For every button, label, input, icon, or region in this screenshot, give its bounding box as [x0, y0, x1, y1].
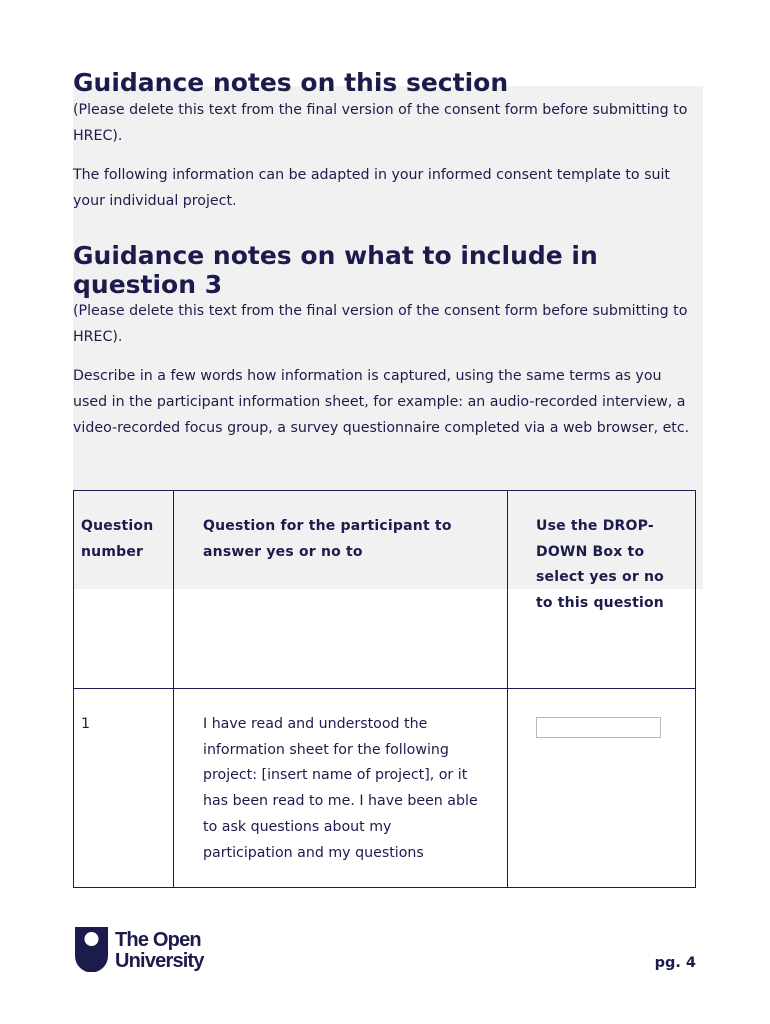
section1-body: The following information can be adapted in your informed consent template to suit your individual project. [73, 167, 670, 210]
section2-body: Describe in a few words how information is captured, using the same terms as you used in the participant information sheet, for example: an audio-recorded interview, a video-recorded focus group, a survey questionnaire completed via a web browser, etc. [73, 368, 690, 436]
section1-heading: Guidance notes on this section [73, 68, 509, 97]
open-university-logo [73, 926, 223, 972]
header-question: Question for the participant to answer yes or no to [203, 518, 452, 560]
yes-no-dropdown[interactable] [536, 717, 661, 738]
row-1-number: 1 [81, 716, 91, 732]
consent-table [73, 490, 696, 888]
section2-heading: Guidance notes on what to include in question 3 [73, 240, 598, 299]
column-divider [173, 491, 174, 887]
column-divider [507, 491, 508, 887]
logo-line1: The Open [115, 929, 201, 951]
header-question-number: Question number [81, 518, 154, 560]
header-dropdown: Use the DROP-DOWN Box to select yes or no to this question [536, 518, 664, 612]
logo-line2: University [115, 950, 204, 972]
guidance-content [73, 68, 698, 441]
row-divider [74, 688, 695, 689]
row-1-question: I have read and understood the information sheet for the following project: [insert name of project], or it has been read to me. I have been able to ask questions about my participation and my questions [203, 716, 478, 861]
section1-note: (Please delete this text from the final version of the consent form before submitting to HREC). [73, 102, 688, 144]
section2-note: (Please delete this text from the final version of the consent form before submitting to HREC). [73, 302, 688, 345]
page-number: pg. 4 [654, 955, 696, 971]
